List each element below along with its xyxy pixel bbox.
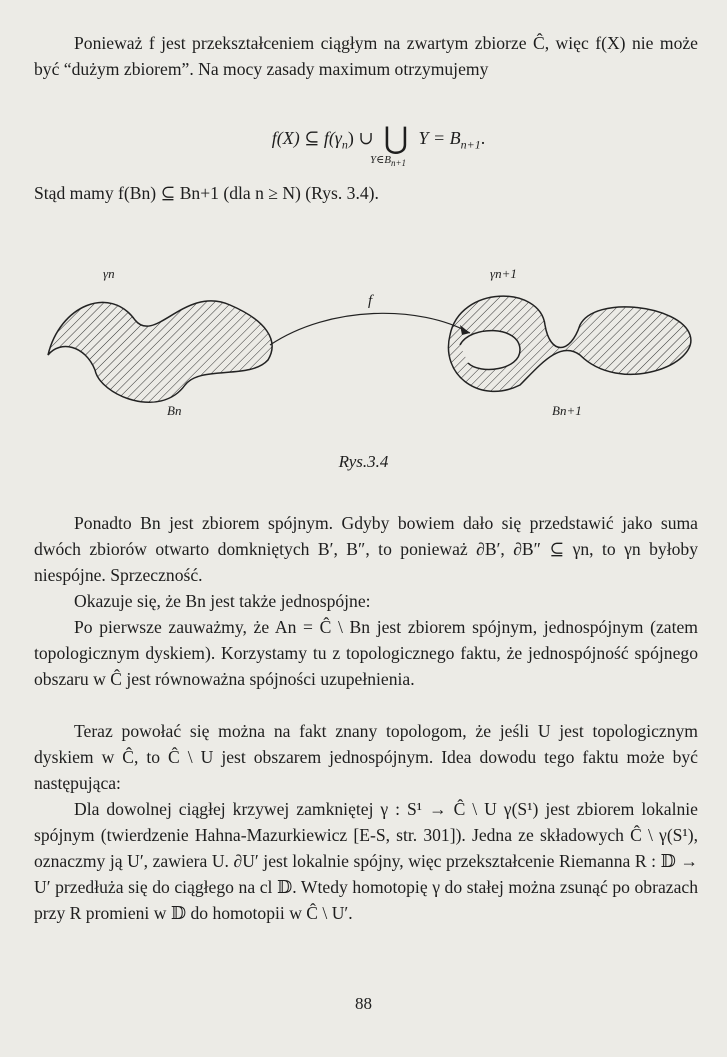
union-subscript: Y∈B: [369, 154, 391, 166]
paragraph-proof: Dla dowolnej ciągłej krzywej zamkniętej γ : S¹ → Ĉ \ U γ(S¹) jest zbiorem lokalnie spójnym (twierdzenie Hahna-Mazurkiewicz [E-S, str. 301]). Jedna ze składowych Ĉ \ γ(S¹), oznaczmy ją U′, zawiera U. ∂U′ jest lokalnie spójny, więc przekształcenie Riemanna R : 𝔻 → U′ przedłuża się do ciągłego na cl 𝔻. Wtedy homotopię γ do stałej można zsunąć po obrazach przy R promieni w 𝔻 do homotopii w Ĉ \ U′.: [34, 799, 698, 923]
set-Bn-shape: [48, 301, 272, 402]
paragraph-intro: Ponieważ f jest przekształceniem ciągłym na zwartym zbiorze Ĉ, więc f(X) nie może być “dużym zbiorem”. Na mocy zasady maximum otrzymujemy: [34, 33, 698, 79]
paragraph-conclusion: Stąd mamy f(Bn) ⊆ Bn+1 (dla n ≥ N) (Rys. 3.4).: [34, 183, 379, 203]
arrow-f: [270, 313, 470, 345]
label-gamma-n1: γn+1: [490, 266, 517, 281]
paragraph-connected: Ponadto Bn jest zbiorem spójnym. Gdyby bowiem dało się przedstawić jako suma dwóch zbiorów otwarto domkniętych B′, B″, to ponieważ ∂B′, ∂B″ ⊆ γn, to γn byłoby niespójne. Sprzeczność.: [34, 513, 698, 585]
paragraph-simply-connected: Okazuje się, że Bn jest także jednospójne:: [74, 591, 371, 611]
figure-rys-3-4: [0, 245, 727, 445]
page-number: 88: [355, 994, 372, 1013]
formula-mid: ) ∪: [347, 128, 374, 148]
paragraph-first: Po pierwsze zauważmy, że An = Ĉ \ Bn jest zbiorem spójnym, jednospójnym (zatem topologicznym dyskiem). Korzystamy tu z topologicznego faktu, że jednospójność spójnego obszaru w Ĉ jest równoważna spójności uzupełnienia.: [34, 617, 698, 689]
paragraph-topology: Teraz powołać się można na fakt znany topologom, że jeśli U jest topologicznym dyskiem w Ĉ, to Ĉ \ U jest obszarem jednospójnym. Idea dowodu tego faktu może być następująca:: [34, 721, 698, 793]
big-union-symbol: ⋃: [383, 122, 409, 155]
label-Bn: Bn: [167, 403, 182, 418]
formula-right: Y = B: [418, 128, 461, 148]
label-f: f: [368, 293, 373, 309]
label-gamma-n: γn: [103, 266, 115, 281]
image-loop: [460, 331, 520, 370]
formula-left: f(X) ⊆ f(γ: [271, 128, 342, 148]
formula-union: f(X) ⊆ $f(\gamma_n)$ ∪ ⋃ $Y\in B_{n+1}$ $Y = B_{n+1}$.: [271, 122, 486, 169]
label-Bn1: Bn+1: [552, 403, 582, 418]
figure-caption: Rys.3.4: [338, 452, 389, 471]
